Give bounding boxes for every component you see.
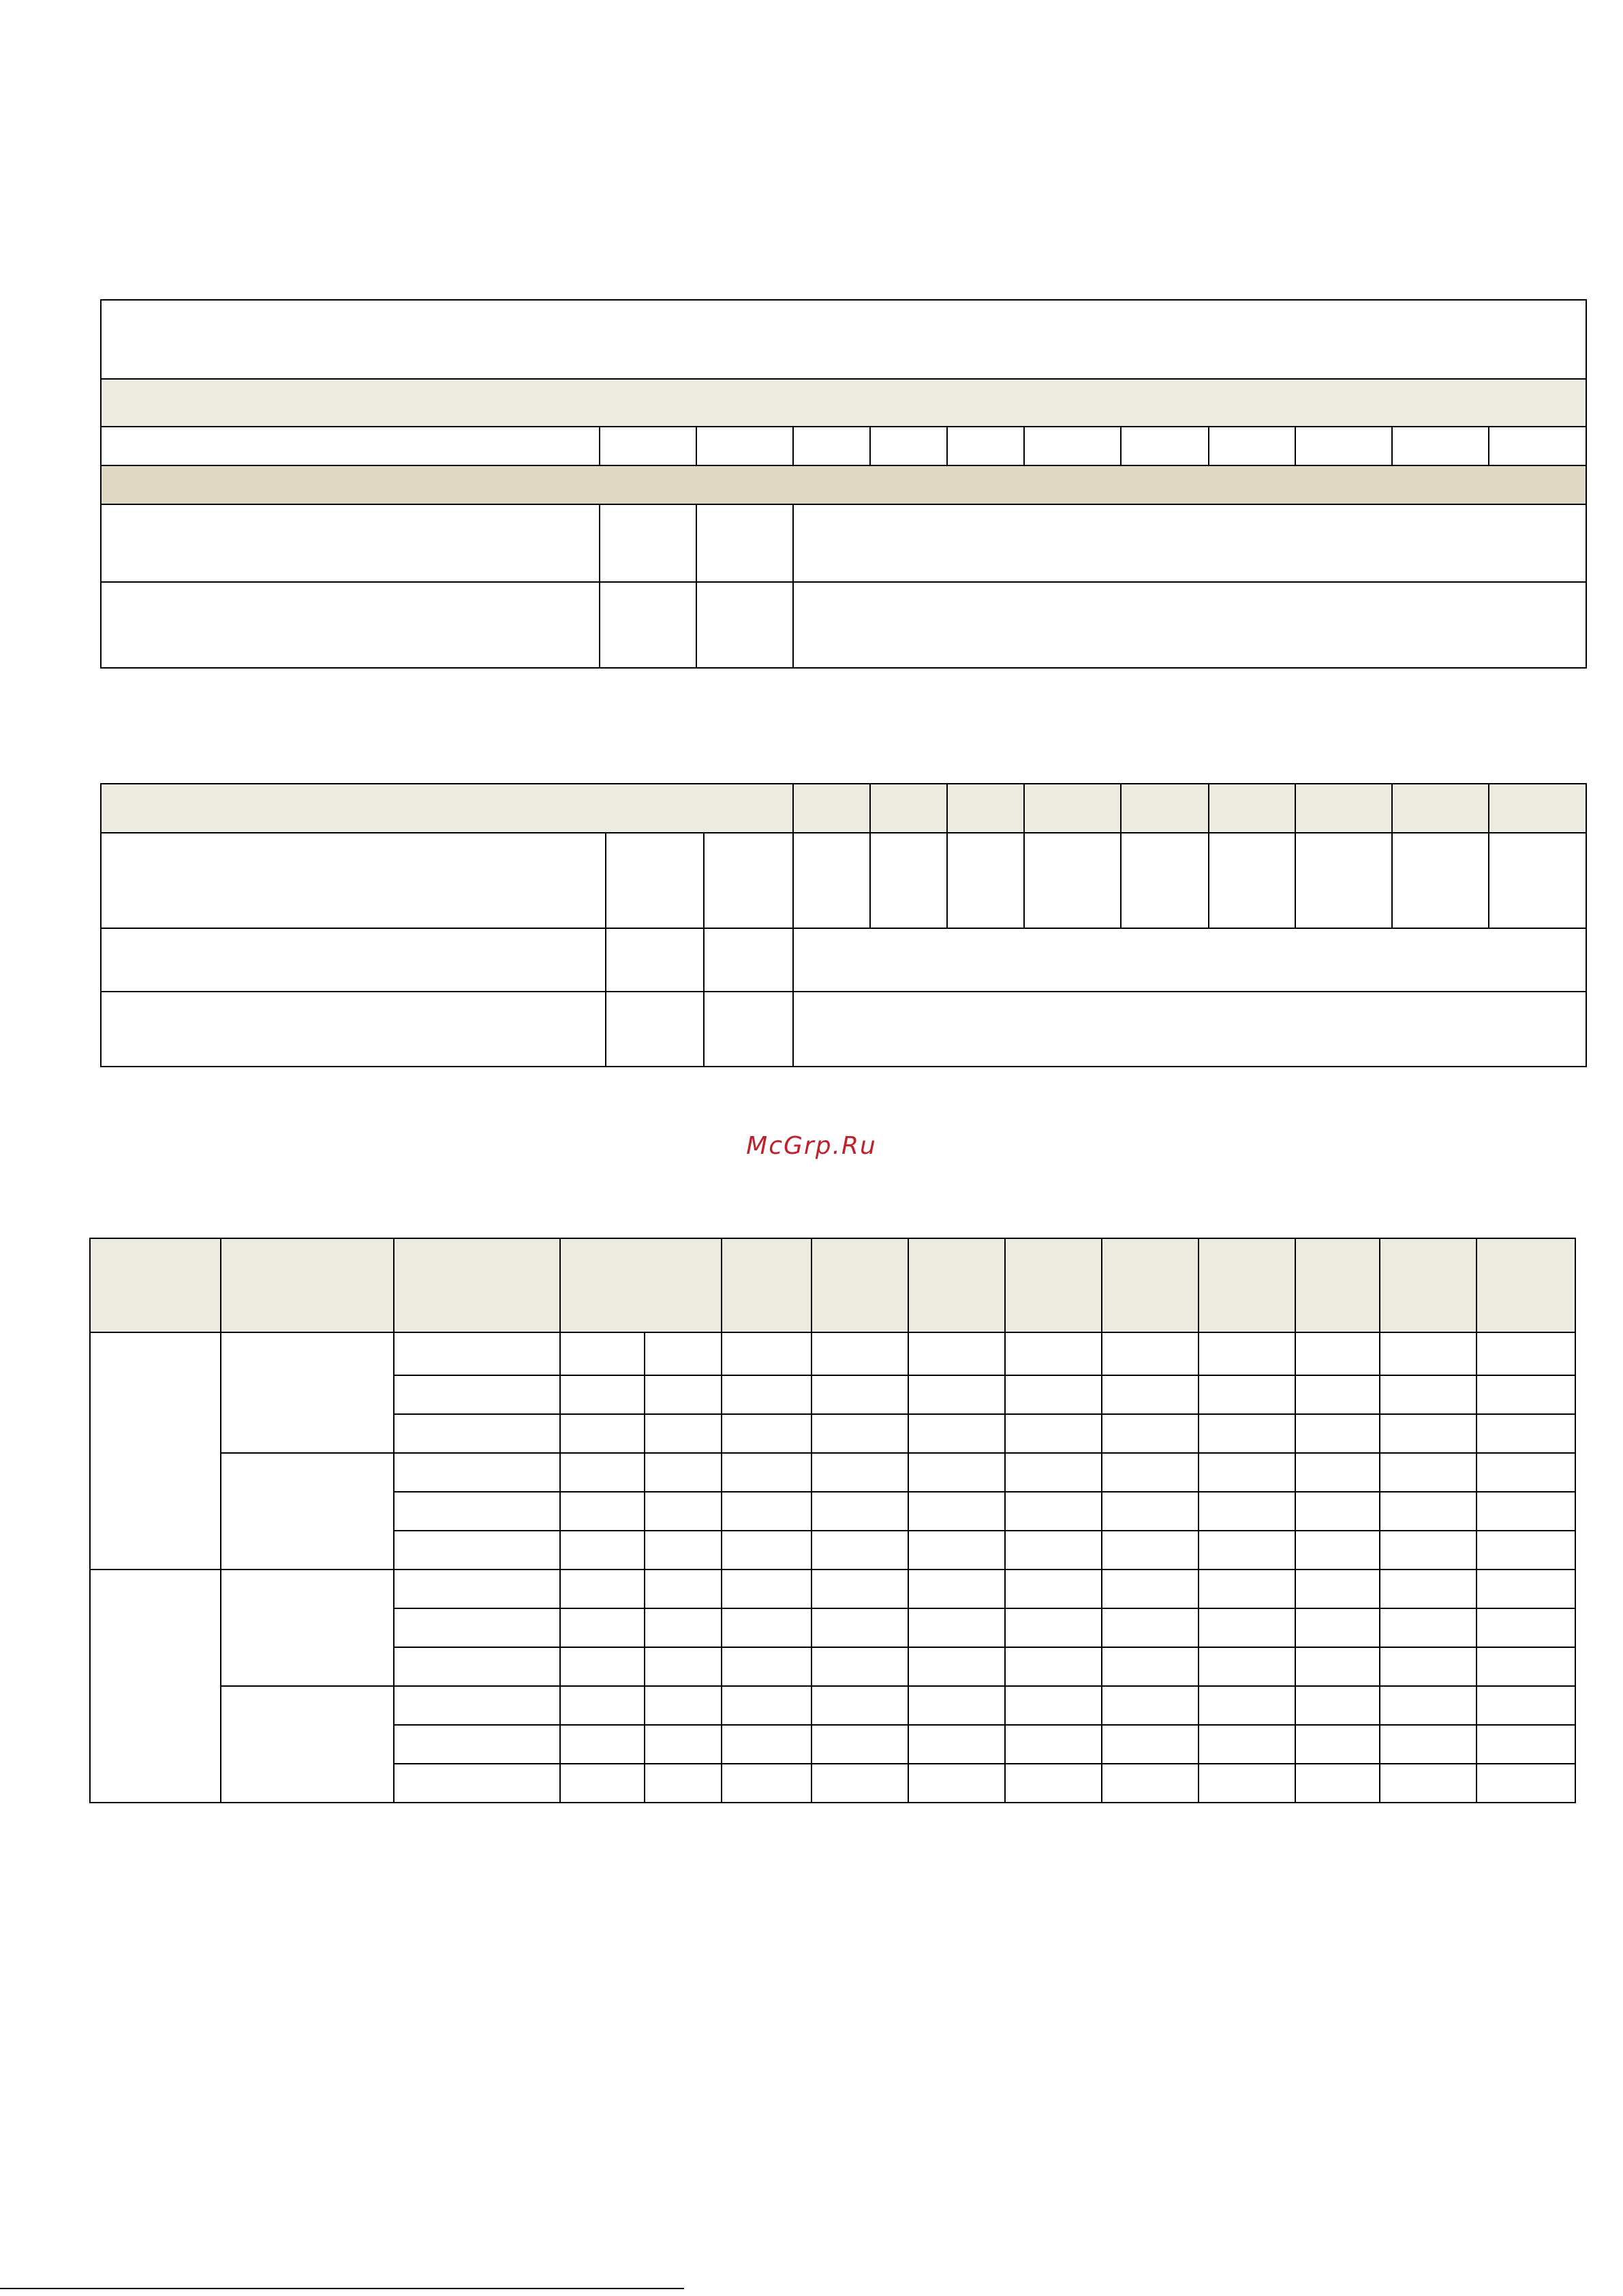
table-3-cell [722,1414,812,1453]
table-3-cell [812,1570,908,1608]
table-2-header-cell [1392,784,1489,833]
table-3-cell [908,1608,1005,1647]
table-row [101,582,1586,668]
table-2-cell [947,833,1024,928]
table-3-cell [908,1453,1005,1492]
table-3-cell [1199,1764,1295,1803]
table-2-cell [1209,833,1295,928]
table-3-cell [560,1332,645,1375]
table-3-cell [812,1725,908,1764]
table-2-header-cell [1209,784,1295,833]
table-3-cell [1477,1686,1575,1725]
table-3-cell [722,1570,812,1608]
table-row [90,1570,1575,1608]
table-row [101,833,1586,928]
table-1-cell [101,427,600,465]
table-3-cell [1295,1375,1380,1414]
table-2-header-cell [793,784,870,833]
table-3-cell [1295,1725,1380,1764]
watermark-text: McGrp.Ru [746,1132,877,1160]
table-3-cell [1005,1375,1102,1414]
table-3-cell [645,1414,722,1453]
table-3-cell [908,1686,1005,1725]
table-3-cell [645,1686,722,1725]
table-3-cell [1199,1647,1295,1686]
table-1-cell [1295,427,1392,465]
table-3-cell [908,1764,1005,1803]
table-3-subgroup-cell [221,1453,394,1570]
table-3-cell [1102,1764,1199,1803]
table-3-cell [1199,1531,1295,1570]
table-2-cell [793,833,870,928]
table-3-cell [394,1414,560,1453]
table-3-cell [1005,1332,1102,1375]
table-3-cell [812,1375,908,1414]
table-1-cell [600,504,696,582]
table-3-cell [812,1332,908,1375]
table-2-header-cell [870,784,947,833]
table-3-cell [560,1608,645,1647]
table-3-cell [1477,1453,1575,1492]
table-3-cell [1102,1375,1199,1414]
table-3-cell [394,1570,560,1608]
table-3-cell [722,1647,812,1686]
table-3-cell [645,1332,722,1375]
table-2-cell [1295,833,1392,928]
table-3-subgroup-cell [221,1332,394,1453]
table-3-cell [722,1332,812,1375]
table-3-cell [645,1764,722,1803]
table-3-cell [812,1414,908,1453]
table-1-cell [870,427,947,465]
footnote-divider [0,2288,684,2289]
table-3-cell [1199,1332,1295,1375]
table-3-cell [394,1764,560,1803]
table-2-merged-cell [793,992,1586,1067]
spec-table-1 [100,299,1587,669]
table-3-cell [1477,1647,1575,1686]
table-3-header-cell [908,1238,1005,1332]
table-3-cell [1199,1492,1295,1531]
table-2-cell [1121,833,1209,928]
table-3-cell [812,1764,908,1803]
table-3-cell [722,1375,812,1414]
table-3-cell [560,1492,645,1531]
table-3-cell [1295,1570,1380,1608]
table-3-header-cell [1477,1238,1575,1332]
table-3-header-cell [90,1238,221,1332]
table-3-cell [1477,1531,1575,1570]
table-2-cell [1489,833,1586,928]
table-2-header-cell [1489,784,1586,833]
table-1-title-cell [101,300,1586,379]
table-3-cell [1477,1375,1575,1414]
table-3-cell [1295,1764,1380,1803]
table-3-header-cell [560,1238,722,1332]
table-3-cell [812,1608,908,1647]
table-1-cell [1489,427,1586,465]
table-3-cell [1199,1608,1295,1647]
table-3-cell [908,1375,1005,1414]
table-3-cell [722,1725,812,1764]
table-2-cell [704,833,793,928]
table-3-cell [722,1492,812,1531]
table-3-cell [394,1686,560,1725]
table-3-cell [1380,1608,1477,1647]
table-3-cell [560,1531,645,1570]
table-1-cell [696,427,793,465]
table-3-cell [1199,1686,1295,1725]
spec-table-3 [89,1238,1576,1803]
table-3-cell [1005,1608,1102,1647]
table-3-group-cell [90,1332,221,1570]
table-3-cell [908,1647,1005,1686]
table-3-cell [1102,1531,1199,1570]
table-3-header-cell [1102,1238,1199,1332]
table-3-cell [1199,1725,1295,1764]
table-3-cell [812,1686,908,1725]
table-2-cell [1024,833,1121,928]
table-row [101,992,1586,1067]
table-1-cell [1024,427,1121,465]
table-1-merged-cell [793,504,1586,582]
table-2-cell [101,928,606,992]
table-3-cell [1380,1686,1477,1725]
table-3-cell [1295,1414,1380,1453]
table-1-cell [696,504,793,582]
table-3-cell [1005,1725,1102,1764]
table-3-cell [1477,1570,1575,1608]
table-3-cell [1102,1725,1199,1764]
table-3-cell [1102,1414,1199,1453]
table-3-cell [394,1453,560,1492]
table-3-cell [722,1764,812,1803]
table-3-cell [1380,1492,1477,1531]
table-3-header-cell [1380,1238,1477,1332]
table-3-cell [812,1531,908,1570]
table-2-header-cell [947,784,1024,833]
table-3-cell [1295,1686,1380,1725]
table-1-header-row [101,379,1586,427]
table-3-cell [908,1531,1005,1570]
table-3-cell [1380,1725,1477,1764]
table-3-cell [1102,1647,1199,1686]
table-1-cell [101,504,600,582]
table-3-cell [645,1647,722,1686]
table-3-cell [1102,1492,1199,1531]
table-3-cell [560,1647,645,1686]
table-3-header-cell [812,1238,908,1332]
table-1-section-cell [101,465,1586,504]
table-3-cell [812,1453,908,1492]
table-3-cell [722,1531,812,1570]
table-2-cell [606,833,704,928]
table-3-cell [1199,1375,1295,1414]
table-3-cell [645,1531,722,1570]
table-3-cell [560,1725,645,1764]
table-3-cell [560,1686,645,1725]
table-3-header-row [90,1238,1575,1332]
table-3-header-cell [1005,1238,1102,1332]
table-3-cell [1477,1725,1575,1764]
table-3-cell [645,1492,722,1531]
table-3-cell [1380,1764,1477,1803]
table-3-cell [908,1414,1005,1453]
table-3-cell [1005,1570,1102,1608]
table-3-header-cell [722,1238,812,1332]
table-2-merged-cell [793,928,1586,992]
table-1-column-row [101,427,1586,465]
table-1-cell [1121,427,1209,465]
table-3-cell [1102,1608,1199,1647]
spec-table-2 [100,783,1587,1067]
table-1-cell [1392,427,1489,465]
table-3-cell [645,1570,722,1608]
table-3-cell [645,1375,722,1414]
table-3-cell [1295,1492,1380,1531]
table-3-subgroup-cell [221,1686,394,1803]
table-row [90,1332,1575,1375]
table-1-cell [696,582,793,668]
table-row [101,504,1586,582]
table-2-cell [606,928,704,992]
table-3-cell [560,1453,645,1492]
table-3-cell [1477,1608,1575,1647]
table-1-cell [1209,427,1295,465]
table-2-cell [704,992,793,1067]
table-3-cell [1380,1531,1477,1570]
table-3-header-cell [221,1238,394,1332]
table-3-cell [1295,1608,1380,1647]
table-3-cell [394,1375,560,1414]
table-3-cell [1199,1414,1295,1453]
table-1-cell [793,427,870,465]
table-3-cell [908,1492,1005,1531]
table-row [90,1453,1575,1492]
table-1-header-cell [101,379,1586,427]
table-3-cell [1102,1453,1199,1492]
table-3-cell [560,1414,645,1453]
table-3-cell [1477,1492,1575,1531]
table-3-cell [1295,1531,1380,1570]
table-3-cell [1380,1647,1477,1686]
table-3-cell [812,1492,908,1531]
table-3-cell [722,1453,812,1492]
table-3-cell [645,1608,722,1647]
table-1-cell [600,582,696,668]
table-3-cell [1380,1453,1477,1492]
table-3-cell [908,1725,1005,1764]
table-3-cell [645,1453,722,1492]
table-3-cell [394,1647,560,1686]
table-1-cell [101,582,600,668]
table-2-cell [1392,833,1489,928]
table-3-cell [908,1570,1005,1608]
table-2-cell [606,992,704,1067]
table-1-title-row [101,300,1586,379]
table-3-cell [394,1492,560,1531]
table-3-cell [1295,1453,1380,1492]
table-3-cell [1295,1647,1380,1686]
table-3-cell [1102,1570,1199,1608]
table-3-cell [1477,1764,1575,1803]
table-3-group-cell [90,1570,221,1803]
table-3-cell [1005,1764,1102,1803]
table-2-header-row [101,784,1586,833]
table-3-subgroup-cell [221,1570,394,1686]
table-3-cell [1380,1332,1477,1375]
table-3-header-cell [394,1238,560,1332]
table-3-cell [722,1686,812,1725]
table-3-cell [1199,1453,1295,1492]
table-3-cell [394,1608,560,1647]
table-3-cell [1005,1492,1102,1531]
table-1-cell [947,427,1024,465]
table-3-cell [1005,1414,1102,1453]
table-3-header-cell [1295,1238,1380,1332]
table-3-cell [1005,1686,1102,1725]
table-2-header-cell [1024,784,1121,833]
table-1-cell [600,427,696,465]
table-3-cell [812,1647,908,1686]
table-2-cell [101,833,606,928]
table-3-cell [645,1725,722,1764]
table-3-cell [1005,1453,1102,1492]
table-3-cell [560,1375,645,1414]
table-3-cell [1380,1375,1477,1414]
table-1-merged-cell [793,582,1586,668]
table-3-cell [1477,1332,1575,1375]
table-2-cell [870,833,947,928]
table-3-cell [1380,1414,1477,1453]
table-2-header-cell [101,784,793,833]
table-3-cell [1005,1531,1102,1570]
table-row [90,1686,1575,1725]
table-3-cell [1102,1332,1199,1375]
table-3-cell [1199,1570,1295,1608]
table-3-cell [908,1332,1005,1375]
table-3-cell [394,1531,560,1570]
table-1-section-row [101,465,1586,504]
table-3-cell [560,1764,645,1803]
table-row [101,928,1586,992]
table-2-header-cell [1121,784,1209,833]
table-3-cell [394,1332,560,1375]
table-2-cell [101,992,606,1067]
table-2-header-cell [1295,784,1392,833]
table-3-cell [560,1570,645,1608]
table-3-cell [1380,1570,1477,1608]
table-3-cell [1295,1332,1380,1375]
table-3-cell [1477,1414,1575,1453]
table-3-cell [1102,1686,1199,1725]
table-3-cell [1005,1647,1102,1686]
table-2-cell [704,928,793,992]
table-3-cell [394,1725,560,1764]
table-3-header-cell [1199,1238,1295,1332]
table-3-cell [722,1608,812,1647]
